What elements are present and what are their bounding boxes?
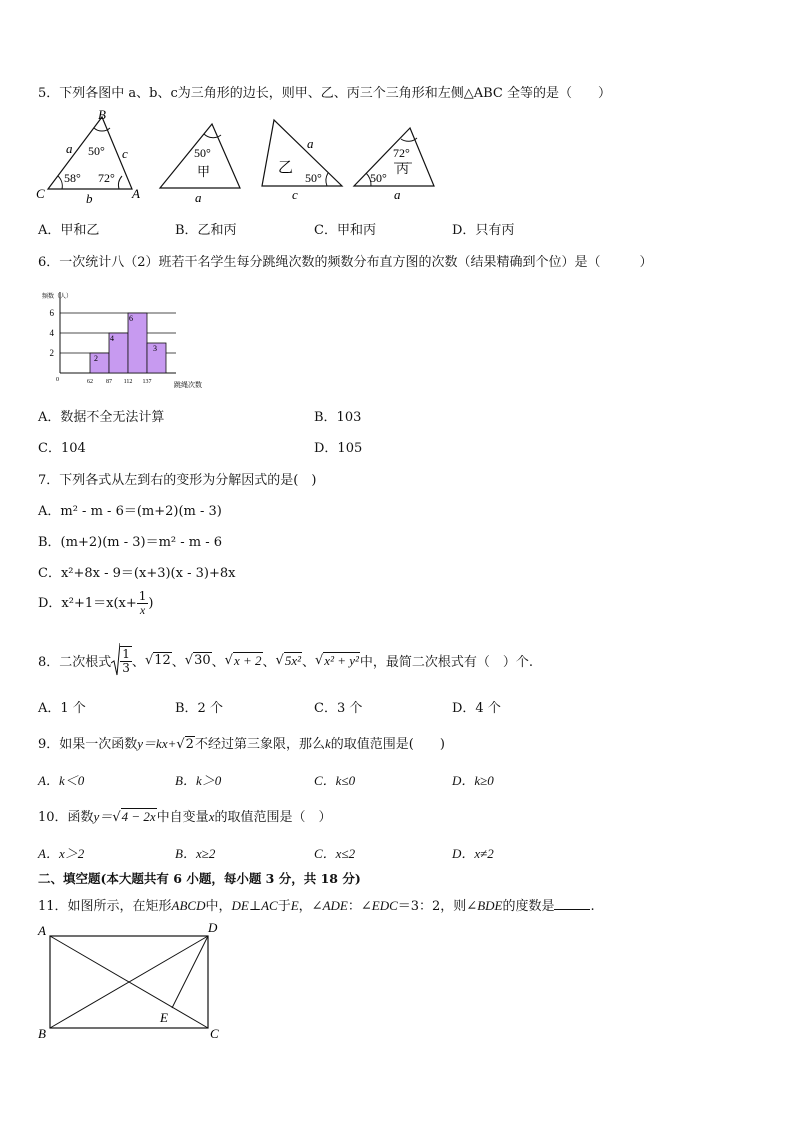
q9-tail: 的取值范围是( ) — [330, 737, 445, 752]
bing-angle-top: 72° — [393, 146, 410, 160]
jia-angle: 50° — [194, 146, 211, 160]
bar-value-label: 3 — [153, 344, 157, 353]
bar-value-label: 6 — [129, 314, 133, 323]
q11-mid1: 中， — [205, 899, 232, 914]
q10-tail: 的取值范围是（ ） — [214, 810, 332, 825]
x-axis-label: 跳绳次数 — [174, 381, 202, 389]
x-tick-label: 62 — [87, 379, 93, 385]
q9-option-c: C．k≤0 — [314, 773, 356, 788]
x-tick-label: 87 — [106, 379, 112, 385]
yi-side-a: a — [307, 136, 314, 151]
q5-option-a: A．甲和乙 — [38, 223, 100, 238]
q9-option-a: A．k＜0 — [38, 773, 85, 788]
triangle-yi — [262, 120, 342, 202]
q10-radical: 4 − 2x — [121, 809, 156, 824]
q7-d-fraction — [137, 590, 149, 617]
triangle-abc — [36, 107, 140, 206]
q11-label-d: D — [208, 920, 218, 935]
q8-sep-4: 、 — [262, 654, 276, 670]
q8-option-c: C．3 个 — [314, 701, 363, 716]
q10-option-b: B．x≥2 — [175, 846, 216, 861]
q8-radical-3: 30 — [194, 653, 211, 668]
q11-mid3: ，∠ — [298, 899, 323, 914]
q11-tail: 的度数是 — [502, 899, 555, 914]
histogram-bar — [90, 353, 109, 373]
angle-b: 50° — [88, 144, 105, 158]
q8-sep-5: 、 — [301, 654, 315, 670]
q7-option-b: B．(m+2)(m - 3)＝m² - m - 6 — [38, 535, 223, 550]
q7-option-a: A．m² - m - 6＝(m+2)(m - 3) — [38, 504, 222, 519]
q8-prefix: 8．二次根式 — [38, 654, 112, 670]
angle-a: 72° — [98, 171, 115, 185]
q11-label-a: A — [38, 923, 46, 938]
yi-angle: 50° — [305, 171, 322, 185]
q6-option-a: A．数据不全无法计算 — [38, 410, 165, 425]
q9-option-b: B．k＞0 — [175, 773, 222, 788]
q8-sep-3: 、 — [211, 654, 225, 670]
y-tick-label: 6 — [49, 308, 54, 318]
q8-stem: 8．二次根式 $\frac{1}{3}$ 、 √ 12 、 √ 30 、 √ x + 2 、 √ 5x² 、 √ x² + y² 中，最简二次根式有（ ）个. — [38, 643, 533, 677]
q11-mid2: 于 — [277, 899, 291, 914]
y-tick-label: 4 — [49, 328, 54, 338]
label-c-vertex: C — [36, 186, 45, 201]
triangle-bing — [354, 128, 434, 202]
q11-ade: ADE — [322, 898, 348, 913]
side-b: b — [86, 191, 93, 206]
q8-r1-den: 3 — [122, 660, 130, 675]
y-axis-label: 频数（人） — [42, 294, 73, 300]
label-b-vertex: B — [98, 107, 106, 122]
jia-name: 甲 — [197, 164, 211, 179]
q11-label-e: E — [160, 1010, 168, 1025]
q7-d-suffix: ) — [148, 596, 154, 611]
q8-r1-num: 1 — [122, 646, 130, 661]
angle-c: 58° — [64, 171, 81, 185]
q11-bde: BDE — [477, 898, 503, 913]
q5-option-b: B．乙和丙 — [175, 223, 237, 238]
bar-value-label: 4 — [110, 334, 114, 343]
q8-radical-2: 12 — [154, 653, 171, 668]
q8-radical-5: 5x² — [284, 652, 301, 668]
side-a: a — [66, 141, 73, 156]
q11-edc: EDC — [371, 898, 398, 913]
q11-de-ac: DE⊥AC — [231, 898, 278, 913]
triangle-jia — [160, 124, 240, 205]
q10-stem: 10．函数y＝√4 − 2x中自变量x的取值范围是（ ） — [38, 809, 332, 825]
q10-func: y＝ — [93, 809, 113, 824]
q9-pre: 9．如果一次函数 — [38, 737, 138, 752]
q9-radical: 2 — [185, 737, 194, 752]
histogram-chart — [36, 286, 226, 392]
q6-stem: 6．一次统计八（2）班若干名学生每分跳绳次数的频数分布直方图的次数（结果精确到个位）是（ ） — [38, 255, 653, 270]
q7-option-c: C．x²+8x - 9＝(x+3)(x - 3)+8x — [38, 566, 236, 581]
bing-name: 丙 — [396, 161, 410, 176]
q7-stem: 7．下列各式从左到右的变形为分解因式的是( ) — [38, 473, 317, 488]
q6-option-b: B．103 — [314, 410, 362, 425]
bing-side: a — [394, 187, 401, 202]
radical-sign-icon — [111, 643, 120, 677]
q10-option-a: A．x＞2 — [38, 846, 85, 861]
q9-option-d: D．k≥0 — [452, 773, 494, 788]
q10-option-d: D．x≠2 — [452, 846, 494, 861]
q8-sep-1: 、 — [131, 654, 145, 670]
q8-radical-6: x² + y² — [324, 652, 359, 668]
q11-e: E — [290, 898, 299, 913]
q11-label-c: C — [210, 1026, 219, 1041]
q11-answer-blank[interactable] — [554, 909, 590, 910]
q5-option-c: C．甲和丙 — [314, 223, 376, 238]
bing-angle-left: 50° — [370, 171, 387, 185]
q10-x: x — [208, 809, 215, 824]
q8-option-b: B．2 个 — [175, 701, 223, 716]
q11-stem — [38, 895, 595, 914]
q10-post: 中自变量 — [156, 810, 209, 825]
q8-sep-2: 、 — [171, 654, 185, 670]
q9-func: y＝kx+ — [137, 736, 177, 751]
q5-stem: 5．下列各图中 a、b、c为三角形的边长，则甲、乙、丙三个三角形和左侧△ABC 全等的是（ ） — [38, 86, 612, 101]
yi-name: 乙 — [278, 160, 294, 176]
side-c: c — [122, 146, 128, 161]
q8-radical-4: x + 2 — [233, 652, 262, 668]
bar-value-label: 2 — [94, 354, 98, 363]
x-tick-label: 112 — [123, 379, 133, 385]
q8-radical-1 — [111, 643, 132, 677]
label-a-vertex: A — [132, 186, 140, 201]
q5-figures — [30, 106, 450, 206]
q9-post: 不经过第三象限，那么 — [194, 737, 325, 752]
yi-side-c: c — [292, 187, 298, 202]
q5-option-d: D．只有丙 — [452, 223, 515, 238]
x-tick-label: 137 — [142, 379, 152, 385]
q6-option-c: C．104 — [38, 441, 86, 456]
q10-option-c: C．x≤2 — [314, 846, 356, 861]
q9-k: k — [324, 736, 331, 751]
q10-pre: 10．函数 — [38, 810, 94, 825]
q11-pre: 11．如图所示，在矩形 — [38, 899, 172, 914]
q11-rectangle-figure — [32, 918, 232, 1044]
q7-d-denominator: x — [139, 603, 146, 617]
q11-label-b: B — [38, 1026, 46, 1041]
q8-option-a: A．1 个 — [38, 701, 86, 716]
q8-option-d: D．4 个 — [452, 701, 501, 716]
section-2-title: 二、填空题(本大题共有 6 小题，每小题 3 分，共 18 分) — [38, 871, 361, 886]
q6-option-d: D．105 — [314, 441, 363, 456]
q8-suffix: 中，最简二次根式有（ ）个. — [359, 654, 534, 670]
q11-end: . — [590, 899, 595, 914]
jia-side: a — [195, 190, 202, 205]
origin-label: 0 — [56, 377, 59, 383]
q11-abcd: ABCD — [171, 898, 206, 913]
q7-option-d — [38, 590, 153, 617]
y-tick-label: 2 — [49, 348, 54, 358]
q7-d-prefix: D．x²+1＝x(x+ — [38, 596, 137, 611]
q11-mid4: ：∠ — [347, 899, 372, 914]
q7-d-numerator: 1 — [138, 589, 147, 603]
q9-stem: 9．如果一次函数y＝kx+√2不经过第三象限，那么k的取值范围是( ) — [38, 736, 445, 752]
q11-mid5: ＝3：2，则∠ — [397, 899, 478, 914]
